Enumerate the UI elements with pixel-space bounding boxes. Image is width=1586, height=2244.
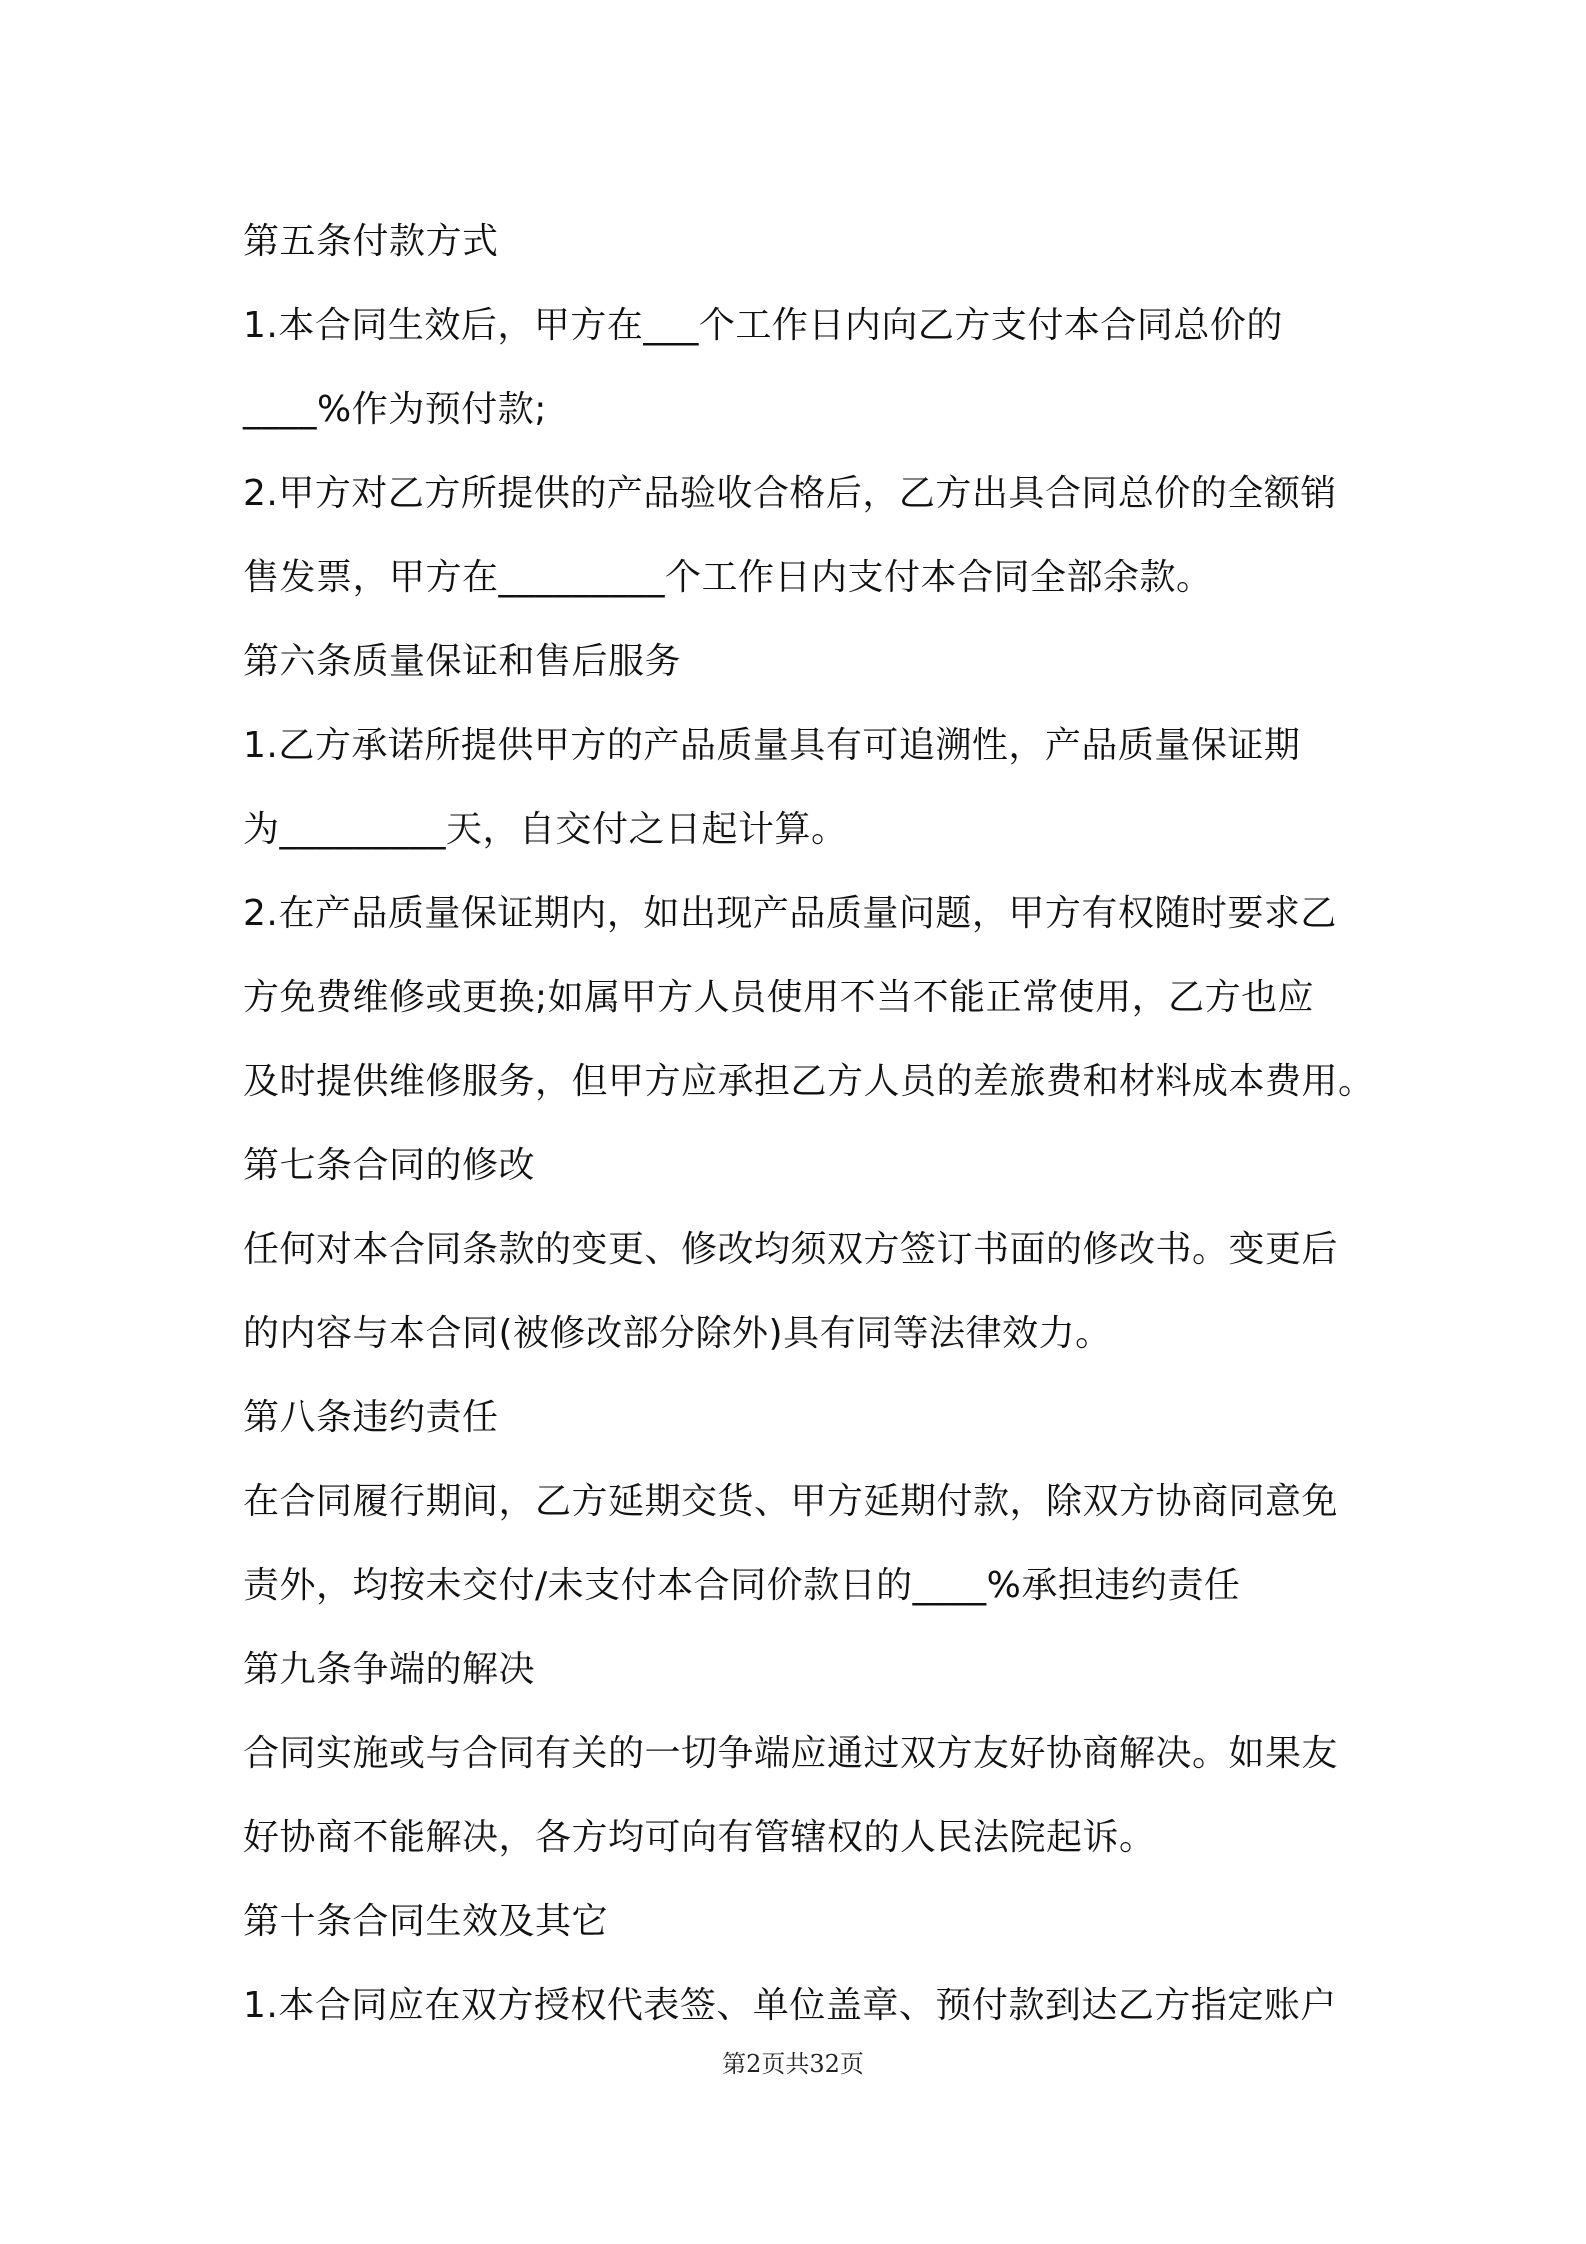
text-line: 1.本合同生效后，甲方在___个工作日内向乙方支付本合同总价的 (243, 305, 1283, 346)
text-line: ____%作为预付款; (243, 389, 547, 430)
text-line: 好协商不能解决，各方均可向有管辖权的人民法院起诉。 (243, 1817, 1156, 1858)
section-heading-6: 第六条质量保证和售后服务 (243, 641, 682, 682)
section-heading-10: 第十条合同生效及其它 (243, 1901, 609, 1942)
text-line: 任何对本合同条款的变更、修改均须双方签订书面的修改书。变更后 (243, 1229, 1339, 1270)
text-line: 2.在产品质量保证期内，如出现产品质量问题，甲方有权随时要求乙 (243, 893, 1337, 934)
text-line: 2.甲方对乙方所提供的产品验收合格后，乙方出具合同总价的全额销 (243, 473, 1337, 514)
section-heading-7: 第七条合同的修改 (243, 1145, 536, 1186)
text-line: 售发票，甲方在_________个工作日内支付本合同全部余款。 (243, 557, 1213, 598)
text-line: 为_________天，自交付之日起计算。 (243, 809, 848, 850)
section-heading-8: 第八条违约责任 (243, 1397, 499, 1438)
page-number-footer: 第2页共32页 (722, 2050, 864, 2078)
text-line: 合同实施或与合同有关的一切争端应通过双方友好协商解决。如果友 (243, 1733, 1339, 1774)
text-line: 方免费维修或更换;如属甲方人员使用不当不能正常使用，乙方也应 (243, 977, 1315, 1018)
text-line: 1.乙方承诺所提供甲方的产品质量具有可追溯性，产品质量保证期 (243, 725, 1301, 766)
document-body (243, 200, 1375, 2048)
section-heading-9: 第九条争端的解决 (243, 1649, 536, 1690)
text-line: 1.本合同应在双方授权代表签、单位盖章、预付款到达乙方指定账户 (243, 1985, 1337, 2026)
section-heading-5: 第五条付款方式 (243, 221, 499, 262)
text-line: 责外，均按未交付/未支付本合同价款日的____%承担违约责任 (243, 1565, 1241, 1606)
text-line: 在合同履行期间，乙方延期交货、甲方延期付款，除双方协商同意免 (243, 1481, 1339, 1522)
text-line: 的内容与本合同(被修改部分除外)具有同等法律效力。 (243, 1313, 1112, 1354)
text-line: 及时提供维修服务，但甲方应承担乙方人员的差旅费和材料成本费用。 (243, 1061, 1375, 1102)
